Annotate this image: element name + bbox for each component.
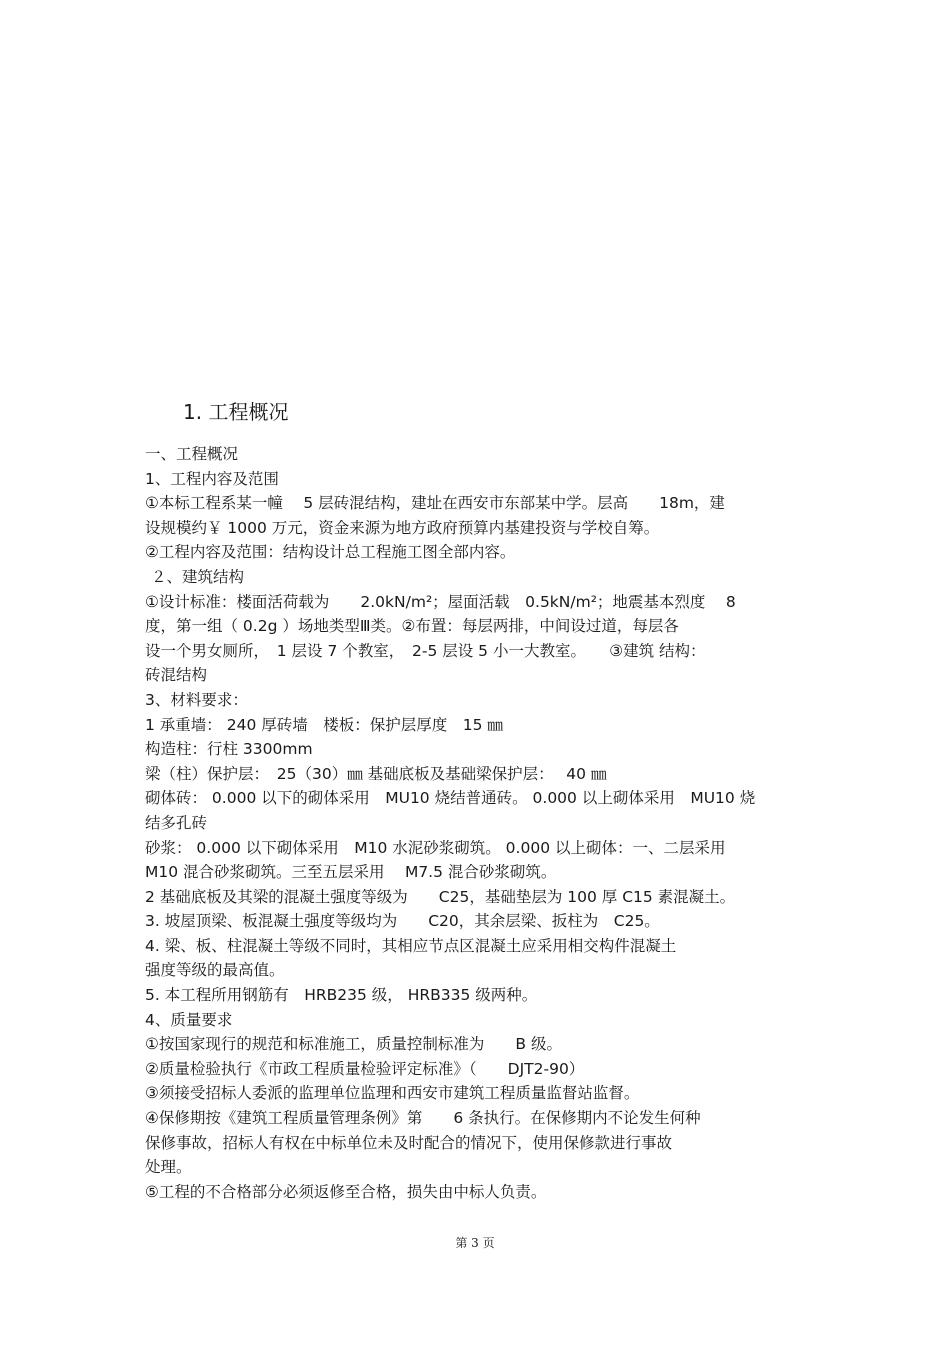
document-body — [145, 442, 825, 1204]
paragraph-line: 强度等级的最高值。 — [145, 961, 285, 980]
paragraph-line: 2 基础底板及其梁的混凝土强度等级为 C25，基础垫层为 100 厚 C15 素混凝土。 — [145, 887, 736, 906]
paragraph-line: ①按国家现行的规范和标准施工，质量控制标准为 B 级。 — [145, 1035, 562, 1054]
paragraph-line: ③须接受招标人委派的监理单位监理和西安市建筑工程质量监督站监督。 — [145, 1084, 640, 1103]
paragraph-line: 砖混结构 — [145, 666, 208, 685]
paragraph-line: 砂浆： 0.000 以下砌体采用 M10 水泥砂浆砌筑。 0.000 以上砌体：一、二层采用 — [145, 838, 726, 857]
paragraph-line: 构造柱：行柱 3300mm — [145, 740, 313, 759]
page-number: 第 3 页 — [455, 1236, 495, 1250]
subsection-title: 4、质量要求 — [145, 1010, 233, 1029]
section-heading: 1. 工程概况 — [183, 400, 289, 424]
paragraph-line: ②工程内容及范围：结构设计总工程施工图全部内容。 — [145, 543, 516, 562]
paragraph-line: 砌体砖： 0.000 以下的砌体采用 MU10 烧结普通砖。 0.000 以上砌体采用 MU10 烧 — [145, 789, 756, 808]
paragraph-line: ①设计标准：楼面活荷载为 2.0kN/m²；屋面活载 0.5kN/m²；地震基本烈度 8 — [145, 592, 736, 611]
paragraph-line: 设一个男女厕所， 1 层设 7 个教室， 2-5 层设 5 小一大教室。 ③建筑 结构： — [145, 641, 706, 660]
paragraph-line: 处理。 — [145, 1158, 192, 1177]
paragraph-line: 1 承重墙： 240 厚砖墙 楼板：保护层厚度 15 ㎜ — [145, 715, 503, 734]
paragraph-line: 保修事故，招标人有权在中标单位未及时配合的情况下，使用保修款进行事故 — [145, 1133, 673, 1152]
paragraph-line: ⑤工程的不合格部分必须返修至合格，损失由中标人负责。 — [145, 1182, 547, 1201]
paragraph-line: M10 混合砂浆砌筑。三至五层采用 M7.5 混合砂浆砌筑。 — [145, 863, 557, 882]
subsection-title: 3、材料要求： — [145, 690, 248, 709]
subsection-title: 1、工程内容及范围 — [145, 469, 279, 488]
paragraph-line: 度，第一组（ 0.2g ）场地类型Ⅲ类。②布置：每层两排，中间设过道，每层各 — [145, 617, 679, 636]
subsection-title: ２、建筑结构 — [151, 567, 245, 586]
paragraph-line: 结多孔砖 — [145, 813, 208, 832]
paragraph-line: ①本标工程系某一幢 5 层砖混结构，建址在西安市东部某中学。层高 18m，建 — [145, 494, 725, 513]
paragraph-line: 梁（柱）保护层： 25（30）㎜ 基础底板及基础梁保护层： 40 ㎜ — [145, 764, 607, 783]
section-title: 一、工程概况 — [145, 445, 239, 463]
paragraph-line: 3. 坡屋顶梁、板混凝土强度等级均为 C20，其余层梁、扳柱为 C25。 — [145, 912, 660, 931]
paragraph-line: 设规模约￥ 1000 万元，资金来源为地方政府预算内基建投资与学校自筹。 — [145, 518, 660, 537]
paragraph-line: ②质量检验执行《市政工程质量检验评定标准》（ DJT2-90） — [145, 1059, 585, 1078]
paragraph-line: ④保修期按《建筑工程质量管理条例》第 6 条执行。在保修期内不论发生何种 — [145, 1109, 701, 1128]
paragraph-line: 5. 本工程所用钢筋有 HRB235 级， HRB335 级两种。 — [145, 986, 538, 1005]
paragraph-line: 4. 梁、板、柱混凝土等级不同时，其相应节点区混凝土应采用相交构件混凝土 — [145, 936, 677, 955]
